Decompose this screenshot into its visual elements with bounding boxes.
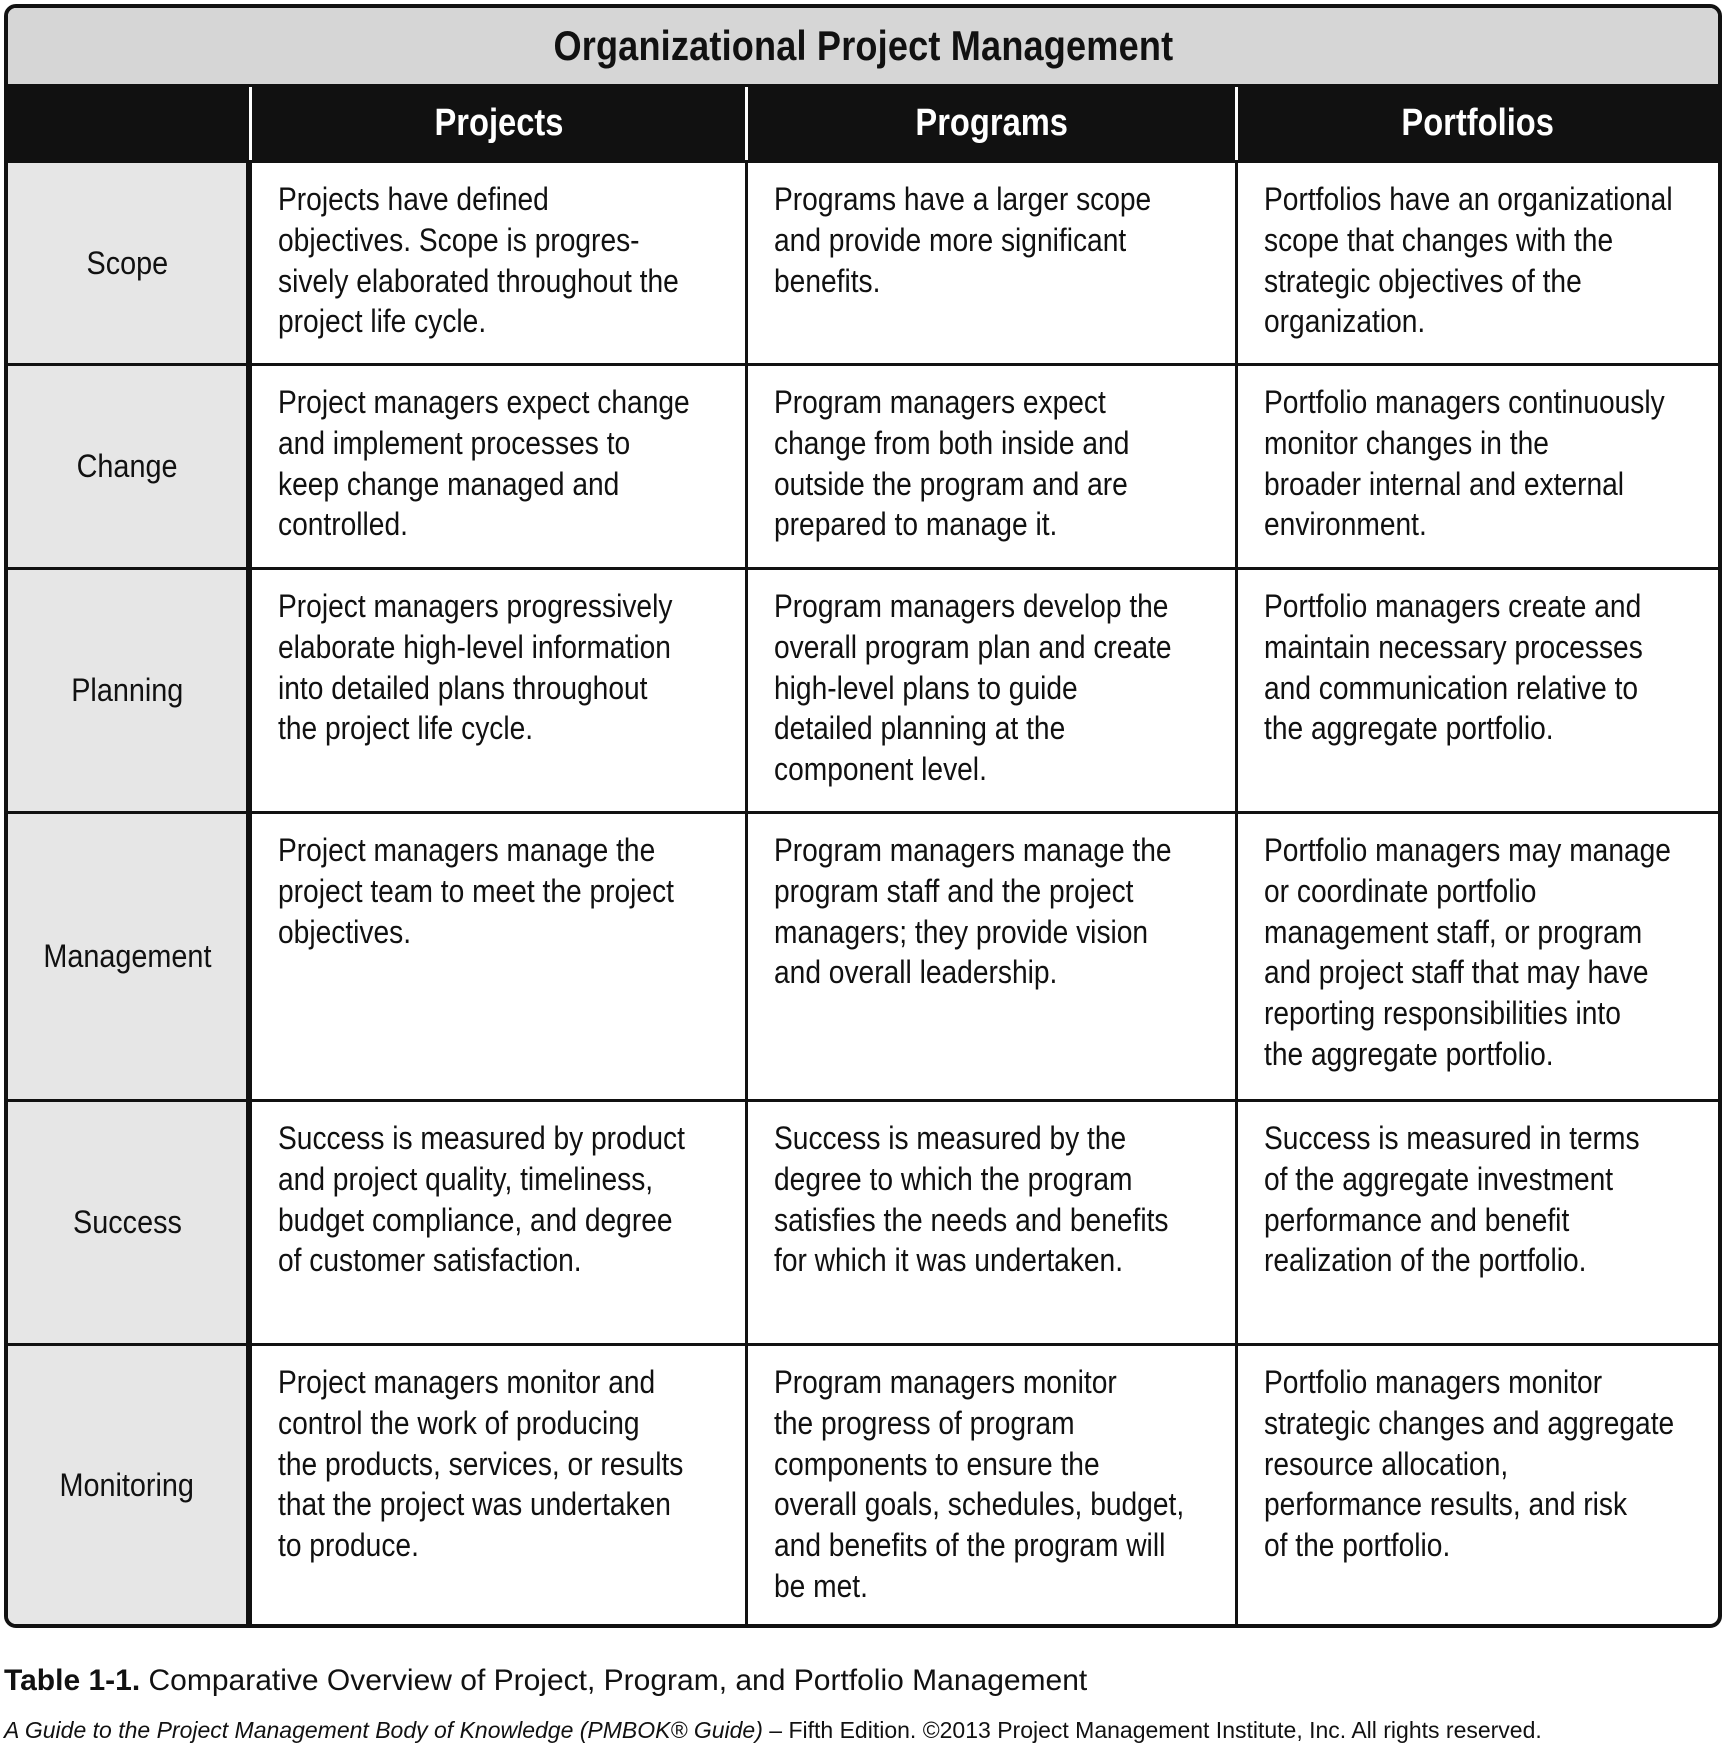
comparison-table	[4, 4, 1722, 1628]
caption-text: Comparative Overview of Project, Program, and Portfolio Management	[140, 1664, 1088, 1697]
row-label-change: Change	[8, 363, 249, 567]
cell-success-programs: Success is measured by the degree to which the program satisfies the needs and benefits for which it was undertaken.	[745, 1099, 1235, 1343]
cell-planning-portfolios: Portfolio managers create and maintain necessary processes and communication relative to the aggregate portfolio.	[1235, 567, 1718, 811]
cell-management-portfolios: Portfolio managers may manage or coordinate portfolio management staff, or program and project staff that may have reporting responsibilities into the aggregate portfolio.	[1235, 811, 1718, 1099]
row-label-scope: Scope	[8, 160, 249, 363]
row-label-management: Management	[8, 811, 249, 1099]
header-corner	[8, 87, 249, 160]
cell-change-projects: Project managers expect change and implement processes to keep change managed and controlled.	[249, 363, 745, 567]
cell-change-portfolios: Portfolio managers continuously monitor changes in the broader internal and external environment.	[1235, 363, 1718, 567]
credit-rest: – Fifth Edition. ©2013 Project Management Institute, Inc. All rights reserved.	[762, 1717, 1542, 1743]
cell-scope-portfolios: Portfolios have an organizational scope that changes with the strategic objectives of the organization.	[1235, 160, 1718, 363]
credit-book-title: A Guide to the Project Management Body of Knowledge (PMBOK® Guide)	[4, 1717, 763, 1743]
table-title-bar	[8, 8, 1718, 87]
caption-label: Table 1-1.	[4, 1664, 141, 1697]
column-header-portfolios: Portfolios	[1235, 87, 1718, 160]
cell-success-portfolios: Success is measured in terms of the aggregate investment performance and benefit realization of the portfolio.	[1235, 1099, 1718, 1343]
cell-success-projects: Success is measured by product and project quality, timeliness, budget compliance, and degree of customer satisfaction.	[249, 1099, 745, 1343]
source-credit	[4, 1717, 1542, 1744]
cell-planning-projects: Project managers progressively elaborate high-level information into detailed plans throughout the project life cycle.	[249, 567, 745, 811]
cell-planning-programs: Program managers develop the overall program plan and create high-level plans to guide detailed planning at the component level.	[745, 567, 1235, 811]
cell-monitoring-portfolios: Portfolio managers monitor strategic changes and aggregate resource allocation, performance results, and risk of the portfolio.	[1235, 1343, 1718, 1624]
cell-scope-programs: Programs have a larger scope and provide more significant benefits.	[745, 160, 1235, 363]
row-label-planning: Planning	[8, 567, 249, 811]
cell-monitoring-projects: Project managers monitor and control the work of producing the products, services, or results that the project was undertaken to produce.	[249, 1343, 745, 1624]
column-header-projects: Projects	[249, 87, 745, 160]
table-caption	[4, 1664, 1087, 1698]
row-label-success: Success	[8, 1099, 249, 1343]
cell-change-programs: Program managers expect change from both inside and outside the program and are prepared to manage it.	[745, 363, 1235, 567]
cell-management-programs: Program managers manage the program staff and the project managers; they provide vision and overall leadership.	[745, 811, 1235, 1099]
table-grid	[8, 87, 1718, 1624]
cell-scope-projects: Projects have defined objectives. Scope is progres- sively elaborated throughout the project life cycle.	[249, 160, 745, 363]
row-label-monitoring: Monitoring	[8, 1343, 249, 1624]
column-header-programs: Programs	[745, 87, 1235, 160]
cell-monitoring-programs: Program managers monitor the progress of program components to ensure the overall goals, schedules, budget, and benefits of the program will be met.	[745, 1343, 1235, 1624]
cell-management-projects: Project managers manage the project team to meet the project objectives.	[249, 811, 745, 1099]
table-title: Organizational Project Management	[553, 22, 1173, 69]
